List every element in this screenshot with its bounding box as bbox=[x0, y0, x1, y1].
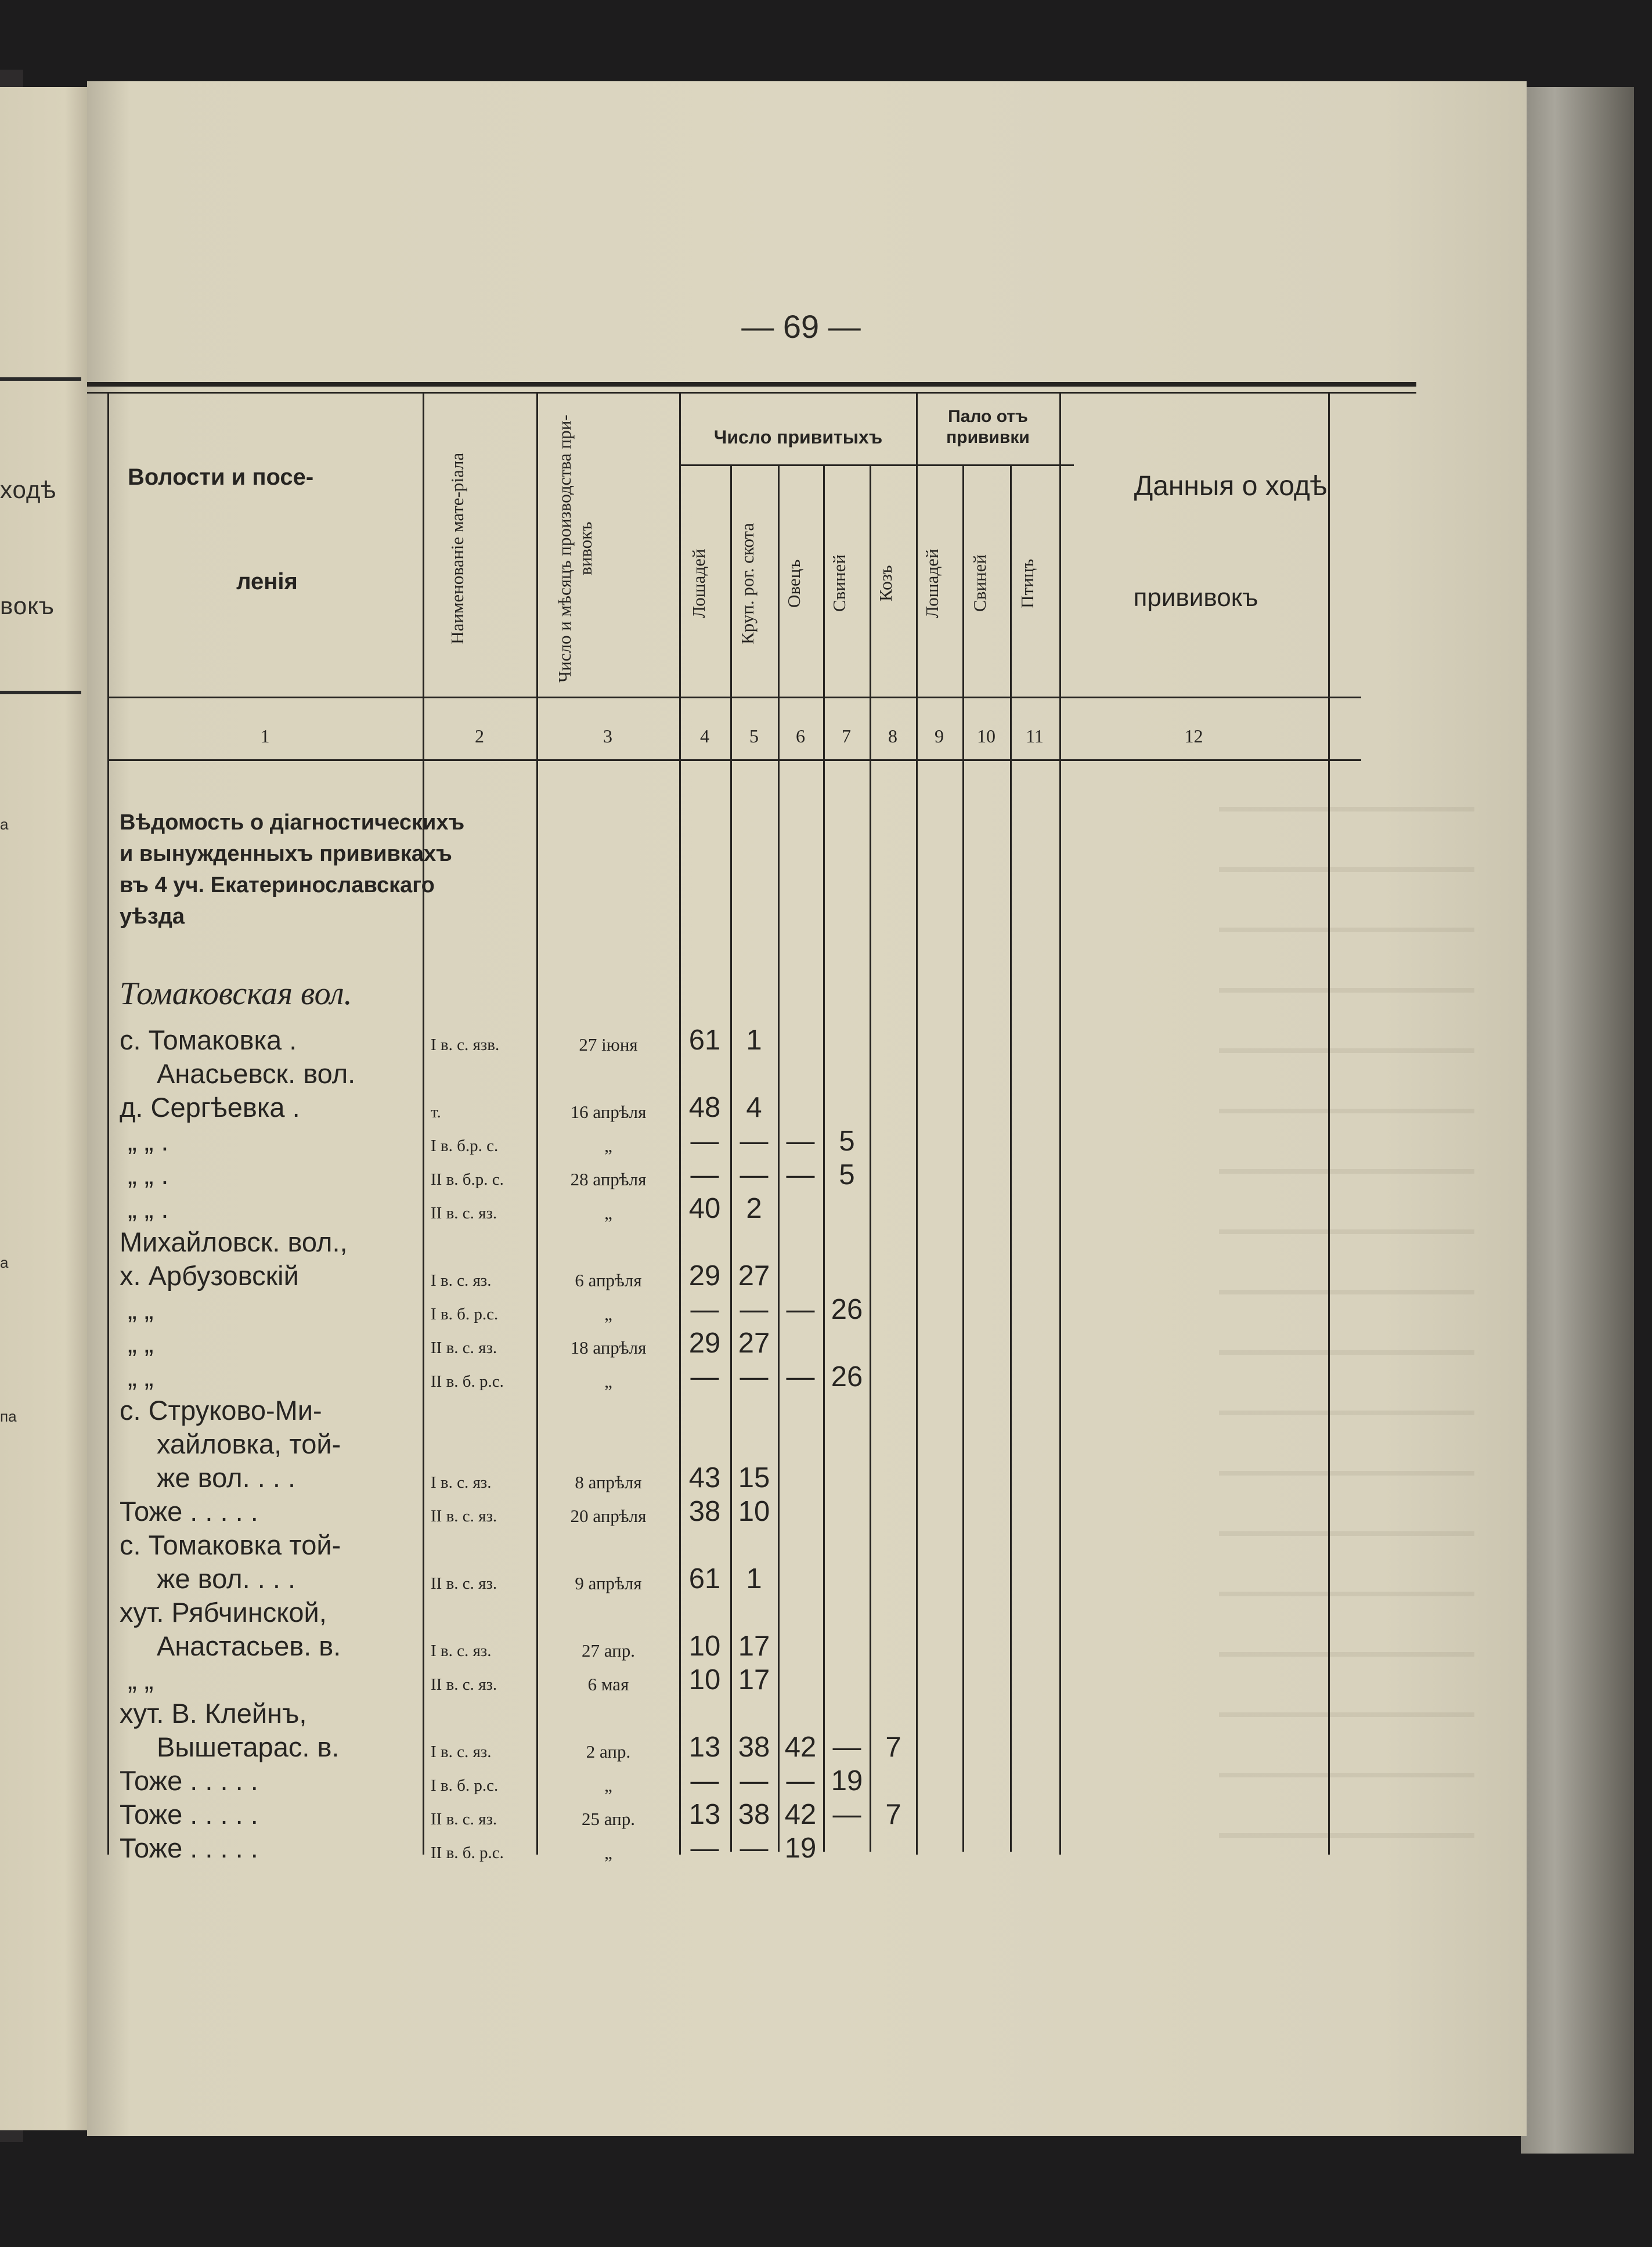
row-date: „ bbox=[604, 1203, 612, 1223]
row-count-c5: 27 bbox=[738, 1328, 770, 1359]
row-count-c4: 10 bbox=[688, 1631, 721, 1662]
row-material: II в. с. яз. bbox=[431, 1204, 497, 1222]
col8-header: Козъ bbox=[875, 565, 896, 602]
row-date: 2 апр. bbox=[586, 1741, 631, 1762]
column-rule bbox=[423, 392, 424, 1855]
row-count-c4: 13 bbox=[688, 1799, 721, 1830]
column-rule bbox=[870, 464, 871, 1852]
row-count-c5: 38 bbox=[738, 1799, 770, 1830]
row-count-c5: 1 bbox=[746, 1025, 762, 1056]
row-count-c7: 5 bbox=[839, 1126, 855, 1157]
column-number: 4 bbox=[700, 726, 709, 746]
row-count-c7: — bbox=[832, 1799, 861, 1830]
row-material: I в. с. яз. bbox=[431, 1271, 492, 1290]
table-top-thick-rule bbox=[87, 382, 1416, 387]
row-material: I в. б.р. с. bbox=[431, 1137, 499, 1155]
row-count-c7: 5 bbox=[839, 1159, 855, 1191]
row-place: „ „ bbox=[128, 1361, 154, 1392]
row-material: т. bbox=[431, 1103, 441, 1121]
row-date: 27 іюня bbox=[579, 1034, 638, 1055]
column-number: 10 bbox=[977, 726, 995, 746]
row-date: „ bbox=[604, 1304, 612, 1324]
left-page-rule bbox=[0, 691, 81, 694]
row-count-c7: 26 bbox=[831, 1294, 863, 1325]
row-count-c5: 27 bbox=[738, 1260, 770, 1292]
col12-header-bottom: прививокъ bbox=[1133, 583, 1258, 612]
left-page-text: па bbox=[0, 1408, 17, 1425]
show-through-text bbox=[1219, 766, 1474, 1881]
column-number: 8 bbox=[888, 726, 897, 746]
row-count-c5: — bbox=[740, 1159, 769, 1191]
row-count-c6: 19 bbox=[784, 1833, 817, 1864]
row-material: II в. б. р.с. bbox=[431, 1372, 504, 1391]
row-date: 25 апр. bbox=[582, 1809, 635, 1829]
row-count-c4: 29 bbox=[688, 1260, 721, 1292]
col11-header: Птицъ bbox=[1017, 558, 1037, 608]
row-count-c5: 17 bbox=[738, 1631, 770, 1662]
row-count-c6: 42 bbox=[784, 1732, 817, 1763]
row-place: „ „ bbox=[128, 1328, 154, 1358]
row-place: Тоже . . . . . bbox=[120, 1833, 258, 1863]
row-material: I в. с. яз. bbox=[431, 1473, 492, 1492]
row-date: „ bbox=[604, 1135, 612, 1156]
col3-header: Число и мѣсяцъ производства прививокъ bbox=[554, 414, 596, 683]
row-place: с. Томаковка той- bbox=[120, 1530, 341, 1560]
row-count-c4: — bbox=[690, 1361, 719, 1393]
row-count-c4: — bbox=[690, 1765, 719, 1797]
row-date: 20 апрѣля bbox=[570, 1506, 647, 1526]
row-place: же вол. . . . bbox=[157, 1462, 296, 1493]
row-count-c5: — bbox=[740, 1126, 769, 1157]
column-rule bbox=[679, 392, 681, 1855]
row-place: Анастасьев. в. bbox=[157, 1631, 341, 1661]
row-count-c5: 38 bbox=[738, 1732, 770, 1763]
column-number: 9 bbox=[935, 726, 944, 746]
left-page-text: вокъ bbox=[0, 592, 55, 619]
col10-header: Свиней bbox=[969, 554, 990, 612]
row-place: хайловка, той- bbox=[157, 1429, 341, 1459]
row-count-c5: 15 bbox=[738, 1462, 770, 1494]
row-count-c6: 42 bbox=[784, 1799, 817, 1830]
row-count-c5: — bbox=[740, 1294, 769, 1325]
row-count-c4: 43 bbox=[688, 1462, 721, 1494]
column-rule bbox=[1010, 464, 1012, 1852]
col1-header-top: Волости и посе- bbox=[128, 464, 314, 490]
row-material: I в. с. яз. bbox=[431, 1743, 492, 1761]
row-count-c4: 48 bbox=[688, 1092, 721, 1123]
row-material: II в. с. яз. bbox=[431, 1574, 497, 1593]
row-count-c4: 10 bbox=[688, 1664, 721, 1696]
book-cover-right bbox=[1521, 87, 1634, 2154]
row-count-c4: — bbox=[690, 1294, 719, 1325]
row-count-c5: 2 bbox=[746, 1193, 762, 1224]
column-number: 7 bbox=[842, 726, 851, 746]
row-place: „ „ . bbox=[128, 1159, 169, 1190]
col1-header-bottom: ленія bbox=[236, 569, 298, 594]
col9-header: Лошадей bbox=[922, 549, 942, 618]
row-material: II в. с. яз. bbox=[431, 1339, 497, 1357]
column-rule bbox=[778, 464, 780, 1852]
column-number: 6 bbox=[796, 726, 805, 746]
column-rule bbox=[823, 464, 825, 1852]
column-number: 3 bbox=[603, 726, 612, 746]
row-count-c6: — bbox=[786, 1159, 815, 1191]
row-material: II в. с. яз. bbox=[431, 1507, 497, 1525]
left-page-text: а bbox=[0, 1254, 9, 1271]
row-count-c5: 4 bbox=[746, 1092, 762, 1123]
row-date: 27 апр. bbox=[582, 1640, 635, 1661]
row-place: Тоже . . . . . bbox=[120, 1496, 258, 1527]
row-place: „ „ bbox=[128, 1664, 154, 1695]
row-place: с. Струково-Ми- bbox=[120, 1395, 322, 1426]
row-count-c5: — bbox=[740, 1833, 769, 1864]
row-place: д. Сергѣевка . bbox=[120, 1092, 300, 1123]
row-count-c4: 29 bbox=[688, 1328, 721, 1359]
row-place: „ „ . bbox=[128, 1126, 169, 1156]
row-count-c4: — bbox=[690, 1126, 719, 1157]
row-place: х. Арбузовскій bbox=[120, 1260, 299, 1291]
column-rule bbox=[962, 464, 964, 1852]
row-date: 6 апрѣля bbox=[575, 1270, 642, 1290]
column-number: 11 bbox=[1026, 726, 1044, 746]
group-header-rule bbox=[679, 464, 1074, 466]
table-border-left bbox=[107, 392, 109, 1855]
header-rule bbox=[107, 697, 1361, 698]
row-count-c6: — bbox=[786, 1126, 815, 1157]
row-count-c6: — bbox=[786, 1361, 815, 1393]
row-material: II в. с. яз. bbox=[431, 1675, 497, 1694]
row-count-c4: 38 bbox=[688, 1496, 721, 1527]
row-date: 18 апрѣля bbox=[570, 1337, 647, 1358]
row-place: „ „ bbox=[128, 1294, 154, 1325]
row-place: Михайловск. вол., bbox=[120, 1227, 348, 1257]
row-date: „ bbox=[604, 1842, 612, 1863]
left-page-text: а bbox=[0, 816, 9, 833]
row-material: II в. с. яз. bbox=[431, 1810, 497, 1828]
row-count-c4: — bbox=[690, 1833, 719, 1864]
row-count-c4: 61 bbox=[688, 1025, 721, 1056]
row-material: I в. б. р.с. bbox=[431, 1776, 499, 1795]
col7-header: Свиней bbox=[829, 554, 849, 612]
row-count-c7: — bbox=[832, 1732, 861, 1763]
row-count-c4: — bbox=[690, 1159, 719, 1191]
column-number: 12 bbox=[1184, 726, 1203, 746]
document-page bbox=[87, 81, 1527, 2136]
row-count-c7: 26 bbox=[831, 1361, 863, 1393]
row-count-c5: — bbox=[740, 1765, 769, 1797]
volost-heading: Томаковская вол. bbox=[120, 976, 352, 1012]
row-date: „ bbox=[604, 1775, 612, 1795]
table-top-thin-rule bbox=[87, 392, 1416, 394]
row-material: I в. б. р.с. bbox=[431, 1305, 499, 1323]
row-count-c8: 7 bbox=[885, 1799, 901, 1830]
col6-header: Овецъ bbox=[784, 559, 804, 608]
row-place: Вышетарас. в. bbox=[157, 1732, 340, 1762]
col2-header: Наименованіе мате-ріала bbox=[447, 452, 467, 645]
row-count-c8: 7 bbox=[885, 1732, 901, 1763]
row-count-c5: — bbox=[740, 1361, 769, 1393]
column-number: 5 bbox=[749, 726, 759, 746]
column-rule bbox=[1059, 392, 1061, 1855]
left-page-text: ходѣ bbox=[0, 476, 57, 503]
col4-header: Лошадей bbox=[688, 549, 709, 618]
row-place: хут. Рябчинской, bbox=[120, 1597, 327, 1628]
row-place: с. Томаковка . bbox=[120, 1025, 297, 1055]
column-rule bbox=[536, 392, 538, 1855]
row-date: 9 апрѣля bbox=[575, 1573, 642, 1593]
row-place: Тоже . . . . . bbox=[120, 1799, 258, 1830]
row-count-c5: 17 bbox=[738, 1664, 770, 1696]
row-place: „ „ . bbox=[128, 1193, 169, 1224]
row-count-c4: 13 bbox=[688, 1732, 721, 1763]
left-page-edge bbox=[0, 87, 93, 2130]
row-material: II в. б.р. с. bbox=[431, 1170, 504, 1189]
left-page-rule bbox=[0, 377, 81, 381]
row-place: же вол. . . . bbox=[157, 1563, 296, 1594]
col5-header: Круп. рог. скота bbox=[737, 522, 758, 644]
page-number: — 69 — bbox=[741, 308, 861, 345]
row-date: „ bbox=[604, 1371, 612, 1391]
row-date: 16 апрѣля bbox=[570, 1102, 647, 1122]
row-count-c6: — bbox=[786, 1765, 815, 1797]
column-rule bbox=[916, 392, 918, 1855]
row-place: Тоже . . . . . bbox=[120, 1765, 258, 1796]
table-intro-heading: Вѣдомость о діагностическихъ и вынужденныхъ прививкахъ въ 4 уч. Екатеринославскаго уѣзда bbox=[120, 810, 465, 929]
row-count-c7: 19 bbox=[831, 1765, 863, 1797]
header-bottom-rule bbox=[107, 759, 1361, 761]
col12-header-top: Данныя о ходѣ bbox=[1134, 471, 1328, 502]
row-count-c4: 61 bbox=[688, 1563, 721, 1595]
row-date: 28 апрѣля bbox=[570, 1169, 647, 1189]
column-number: 1 bbox=[260, 726, 270, 746]
column-number: 2 bbox=[475, 726, 484, 746]
row-count-c4: 40 bbox=[688, 1193, 721, 1224]
group-vaccinated-header: Число привитыхъ bbox=[713, 427, 883, 448]
row-material: II в. б. р.с. bbox=[431, 1844, 504, 1862]
row-count-c5: 1 bbox=[746, 1563, 762, 1595]
row-place: Анасьевск. вол. bbox=[157, 1058, 356, 1089]
row-count-c5: 10 bbox=[738, 1496, 770, 1527]
row-place: хут. В. Клейнъ, bbox=[120, 1698, 307, 1729]
row-material: I в. с. яз. bbox=[431, 1642, 492, 1660]
row-count-c6: — bbox=[786, 1294, 815, 1325]
row-date: 8 апрѣля bbox=[575, 1472, 642, 1492]
row-date: 6 мая bbox=[587, 1674, 629, 1694]
row-material: I в. с. язв. bbox=[431, 1036, 500, 1054]
group-died-header: Пало отъ прививки bbox=[946, 407, 1030, 447]
